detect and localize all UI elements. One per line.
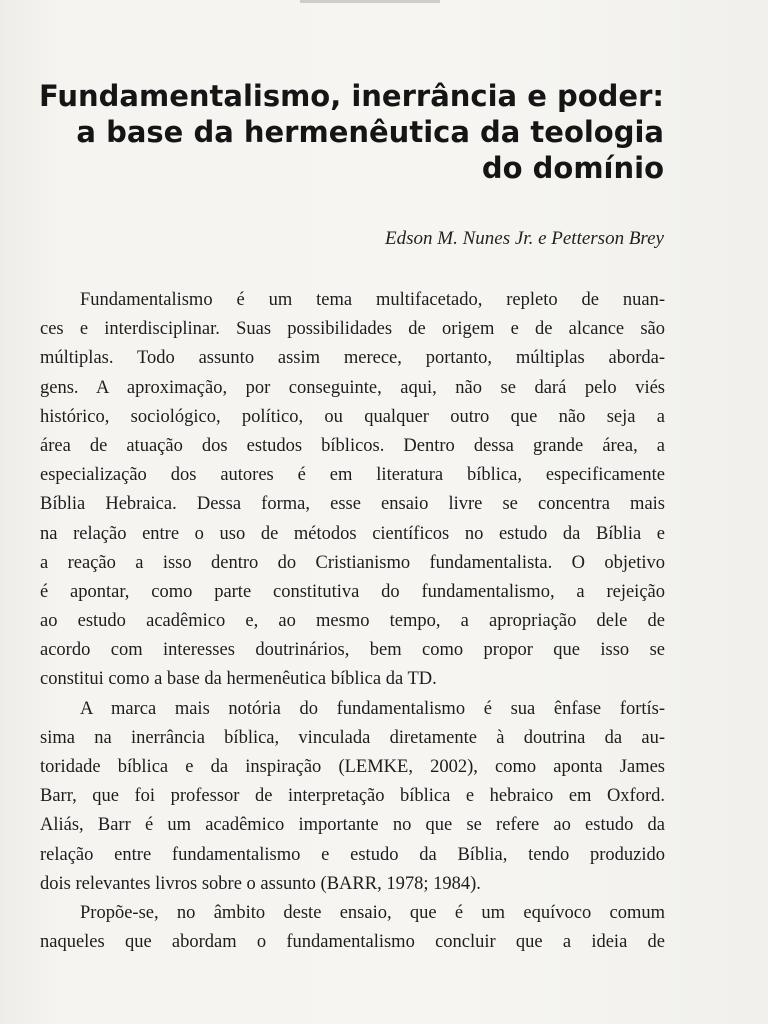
text-line: gens. A aproximação, por conseguinte, aqui, não se dará pelo viés [40,377,665,398]
chapter-title-line-3: do domínio [481,151,664,185]
text-line: na relação entre o uso de métodos científicos no estudo da Bíblia e [40,523,665,544]
text-line: acordo com interesses doutrinários, bem como propor que isso se [40,640,665,661]
text-line: Barr, que foi professor de interpretação bíblica e hebraico em Oxford. [40,786,665,807]
text-line: A marca mais notória do fundamentalismo é sua ênfase fortís- [80,698,665,719]
text-line: Fundamentalismo é um tema multifacetado, repleto de nuan- [80,290,665,310]
chapter-title [24,78,664,186]
text-line: histórico, sociológico, político, ou qualquer outro que não seja a [40,406,665,427]
text-line: área de atuação dos estudos bíblicos. Dentro dessa grande área, a [40,435,665,456]
text-line: múltiplas. Todo assunto assim merece, portanto, múltiplas aborda- [40,348,665,369]
body-text [40,286,665,957]
text-line: é apontar, como parte constitutiva do fundamentalismo, a rejeição [40,581,665,602]
chapter-title-line-1: Fundamentalismo, inerrância e poder: [39,79,664,113]
text-line: naqueles que abordam o fundamentalismo concluir que a ideia de [40,932,665,953]
text-line: constitui como a base da hermenêutica bíblica da TD. [40,669,437,690]
text-line: dois relevantes livros sobre o assunto (BARR, 1978; 1984). [40,873,481,894]
text-line: toridade bíblica e da inspiração (LEMKE, 2002), como aponta James [40,757,665,777]
paragraph-3 [40,899,665,957]
text-line: Bíblia Hebraica. Dessa forma, esse ensaio livre se concentra mais [40,494,665,515]
paragraph-2 [40,695,665,899]
chapter-title-line-2: a base da hermenêutica da teologia [76,115,664,149]
text-line: Aliás, Barr é um acadêmico importante no que se refere ao estudo da [40,815,665,836]
text-line: ao estudo acadêmico e, ao mesmo tempo, a apropriação dele de [40,611,665,632]
text-line: especialização dos autores é em literatura bíblica, especificamente [40,465,665,486]
text-line: ces e interdisciplinar. Suas possibilidades de origem e de alcance são [40,319,665,340]
chapter-authors: Edson M. Nunes Jr. e Petterson Brey [385,228,664,249]
text-line: sima na inerrância bíblica, vinculada diretamente à doutrina da au- [40,727,665,748]
text-line: a reação a isso dentro do Cristianismo fundamentalista. O objetivo [40,552,665,573]
text-line: relação entre fundamentalismo e estudo da Bíblia, tendo produzido [40,844,665,865]
text-line: Propõe-se, no âmbito deste ensaio, que é um equívoco comum [80,902,665,923]
paragraph-1 [40,286,665,695]
page-top-shadow [300,0,440,3]
